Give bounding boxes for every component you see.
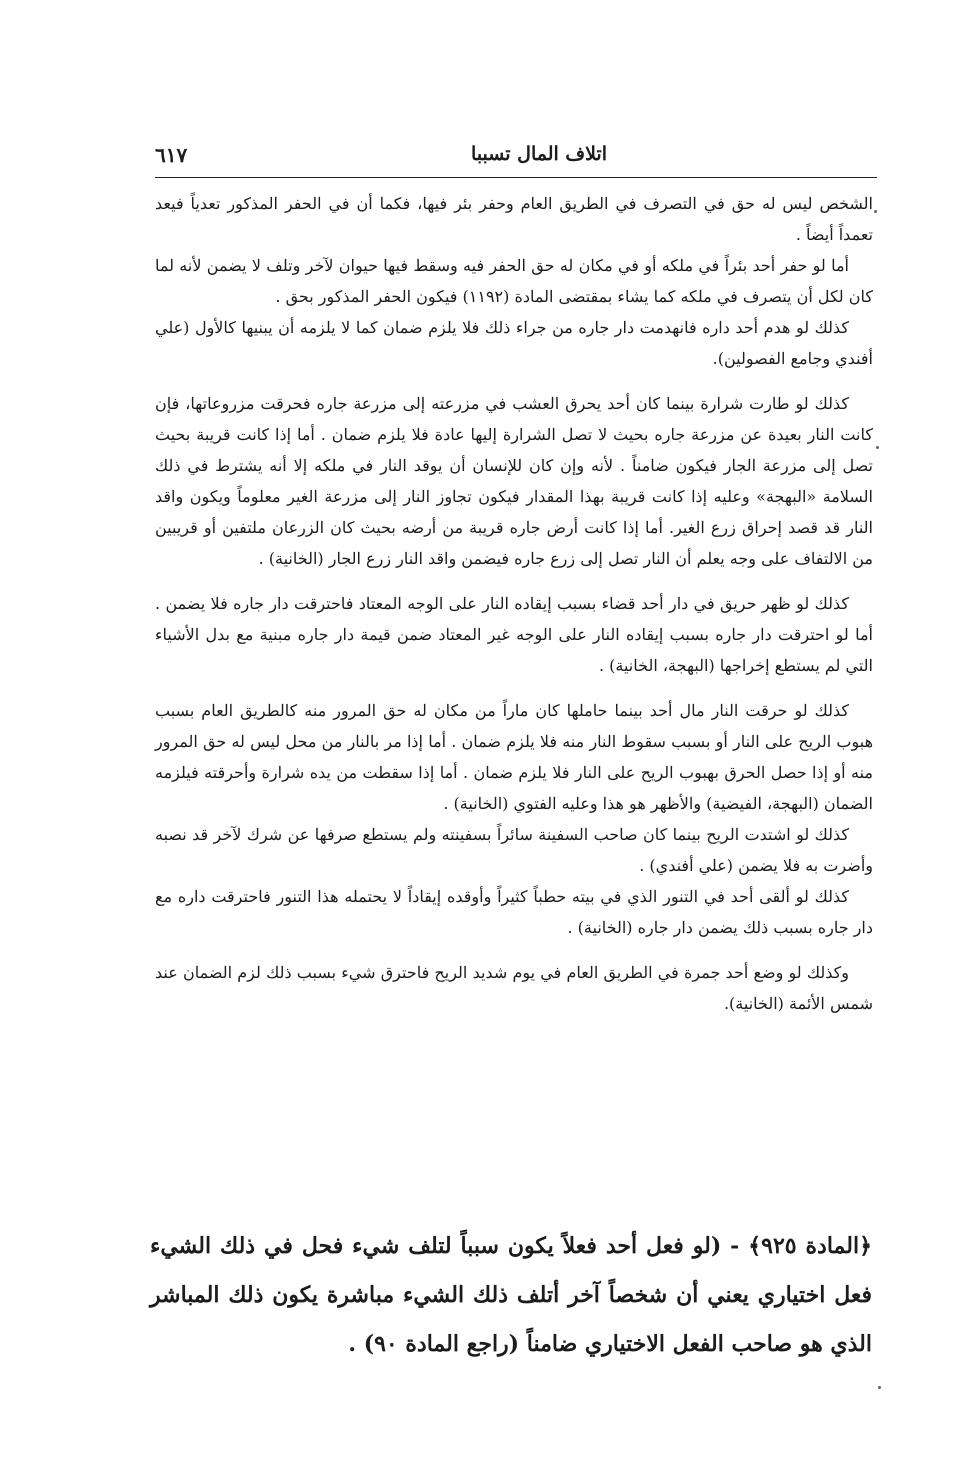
- paragraph-well-digging: أما لو حفر أحد بئراً في ملكه أو في مكان له حق الحفر فيه وسقط فيها حيوان لآخر وتلف لا يضمن لأنه لما كان لكل أن يتصرف في ملكه كما يشاء بمقتضى المادة (١١٩٢) فيكون الحفر المذكور بحق .: [155, 256, 873, 306]
- article-text: - (لو فعل أحد فعلاً يكون سبباً لتلف شيء فحل في ذلك الشيء فعل اختياري يعني أن شخصاً آخر أتلف ذلك الشيء مباشرة يكون ذلك المباشر الذي هو صاحب الفعل الاختياري ضامناً (راجع المادة ٩٠) .: [150, 1233, 872, 1357]
- paragraph-continuation: الشخص ليس له حق في التصرف في الطريق العام وحفر بئر فيها، فكما أن في الحفر المذكور تعدياً فيعد تعمداً أيضاً .: [155, 194, 874, 244]
- paragraph-ship-wind: كذلك لو اشتدت الريح بينما كان صاحب السفينة سائراً بسفينته ولم يستطع صرفها عن شرك لآخر قد نصبه وأضرت به فلا يضمن (علي أفندي) .: [155, 825, 873, 875]
- paragraph-house-fire: كذلك لو ظهر حريق في دار أحد قضاء بسبب إيقاده النار على الوجه المعتاد فاحترقت دار جاره فلا يضمن . أما لو احترقت دار جاره بسبب إيقاده النار على الوجه غير المعتاد ضمن قيمة دار جاره مبنية مع بدل الأشياء التي لم يستطع إخراجها (البهجة، الخانية) .: [155, 594, 873, 675]
- running-title: اتلاف المال تسببا: [471, 143, 607, 165]
- article-paragraph: [150, 1222, 872, 1369]
- paragraph-ember: وكذلك لو وضع أحد جمرة في الطريق العام في يوم شديد الريح فاحترق شيء بسبب ذلك لزم الضمان عند شمس الأئمة (الخانية).: [155, 963, 873, 1013]
- margin-dot: [878, 1386, 881, 1389]
- running-header: [155, 143, 877, 175]
- margin-dot: [874, 210, 877, 213]
- header-divider: [155, 177, 877, 178]
- paragraph-demolition: كذلك لو هدم أحد داره فانهدمت دار جاره من جراء ذلك فلا يلزم ضمان كما لا يلزمه أن يبنيها كالأول (علي أفندي وجامع الفصولين).: [155, 318, 873, 368]
- paragraph-carried-fire: كذلك لو حرقت النار مال أحد بينما حاملها كان ماراً من مكان له حق المرور منه كالطريق العام بسبب هبوب الريح على النار أو بسبب سقوط النار منه فلا يلزم ضمان . أما إذا مر بالنار من محل ليس له حق المرور منه أو إذا حصل الحرق بهبوب الريح على النار فلا يلزم ضمان . أما إذا سقطت من يده شرارة وأحرقته فيلزمه الضمان (البهجة، الفيضية) والأظهر هو هذا وعليه الفتوي (الخانية) .: [155, 701, 873, 813]
- article-925: [150, 1222, 872, 1369]
- page-number: ٦١٧: [155, 143, 188, 167]
- body-text: [155, 188, 873, 1019]
- margin-dot: [876, 446, 879, 449]
- paragraph-oven: كذلك لو ألقى أحد في التنور الذي في بيته حطباً كثيراً وأوقده إيقاداً لا يحتمله هذا التنور فاحترقت داره مع دار جاره بسبب ذلك يضمن دار جاره (الخانية) .: [155, 887, 873, 937]
- article-label: ﴿المادة ٩٢٥﴾: [748, 1233, 872, 1259]
- paragraph-spark-fire: كذلك لو طارت شرارة بينما كان أحد يحرق العشب في مزرعته إلى مزرعة جاره فحرقت مزروعاتها، فإن كانت النار بعيدة عن مزرعة جاره بحيث لا تصل الشرارة إليها عادة فلا يلزم ضمان . أما إذا كانت قريبة بحيث تصل إلى مزرعة الجار فيكون ضامناً . لأنه وإن كان للإنسان أن يوقد النار في ملكه إلا أنه يشترط في ذلك السلامة «البهجة» وعليه إذا كانت قريبة بهذا المقدار فيكون تجاوز النار إلى مزرعة الغير معلوماً ويكون واقد النار قد قصد إحراق زرع الغير. أما إذا كانت أرض جاره قريبة من أرضه بحيث كان الزرعان ملتفين أو قريبين من الالتفاف على وجه يعلم أن النار تصل إلى زرع جاره فيضمن واقد النار زرع الجار (الخانية) .: [155, 394, 874, 568]
